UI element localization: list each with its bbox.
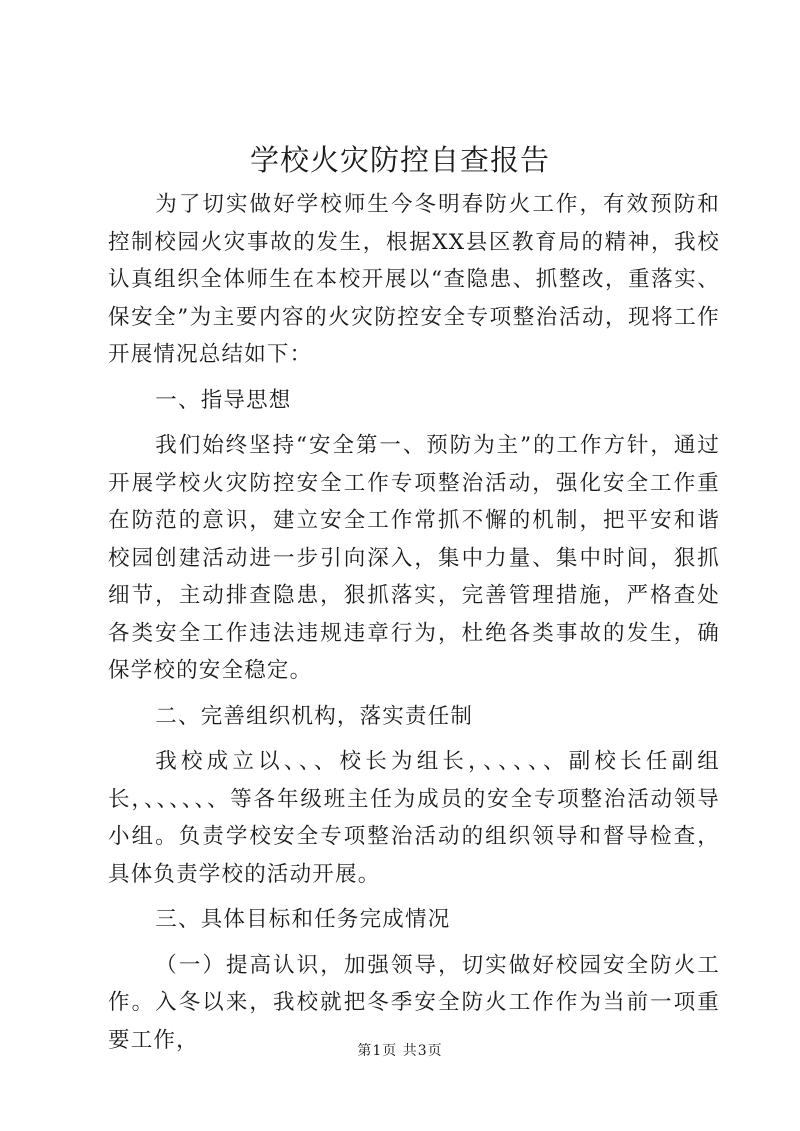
section-heading-goals: 三、具体目标和任务完成情况: [155, 907, 451, 932]
document-body: [108, 186, 720, 1059]
goals-paragraph: （一）提高认识，加强领导，切实做好校园安全防火工作。入冬以来，我校就把冬季安全防火工作作为当前一项重要工作，: [108, 952, 720, 1053]
guiding-thought-paragraph: 我们始终坚持“安全第一、预防为主”的工作方针，通过开展学校火灾防控安全工作专项整治活动，强化安全工作重在防范的意识，建立安全工作常抓不懈的机制，把平安和谐校园创建活动进一步引向深入，集中力量、集中时间，狠抓细节，主动排查隐患，狠抓落实，完善管理措施，严格查处各类安全工作违法违规违章行为，杜绝各类事故的发生，确保学校的安全稳定。: [108, 433, 720, 683]
page-number-footer: 第1页 共3页: [357, 1043, 443, 1059]
section-heading-organization: 二、完善组织机构，落实责任制: [155, 703, 474, 729]
section-heading-guiding-thought: 一、指导思想: [155, 387, 292, 413]
document-title: 学校火灾防控自查报告: [249, 143, 550, 177]
organization-paragraph: 我校成立以、、、校长为组长，、、、、、副校长任副组长，、、、、、、等各年级班主任为成员的安全专项整治活动领导小组。负责学校安全专项整治活动的组织领导和督导检查，具体负责学校的活动开展。: [108, 749, 720, 887]
intro-paragraph: 为了切实做好学校师生今冬明春防火工作，有效预防和控制校园火灾事故的发生，根据XX县区教育局的精神，我校认真组织全体师生在本校开展以“查隐患、抓整改，重落实、保安全”为主要内容的火灾防控安全专项整治活动，现将工作开展情况总结如下：: [108, 192, 720, 367]
